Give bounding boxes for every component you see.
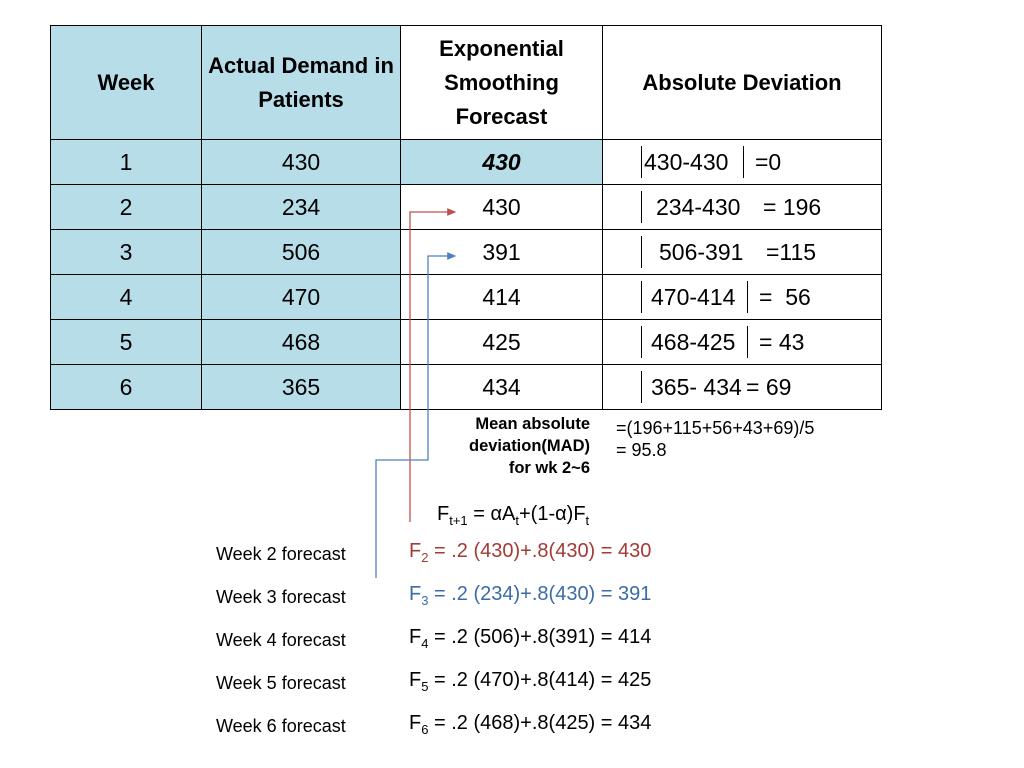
cell-forecast: 391 (401, 230, 603, 275)
deviation-expression: 506-391 (659, 239, 744, 265)
mad-result: = 95.8 (616, 440, 667, 460)
cell-forecast: 425 (401, 320, 603, 365)
week-forecast-label: Week 6 forecast (216, 716, 346, 736)
cell-actual: 506 (202, 230, 401, 275)
deviation-expression: 365- 434 (651, 374, 742, 400)
cell-forecast: 430 (401, 140, 603, 185)
week2-arrow (410, 212, 455, 522)
week-forecast-label: Week 4 forecast (216, 630, 346, 650)
week-forecast-formula: $F_4 = .2$ (506)+.8(391) = 414 (409, 626, 652, 651)
cell-forecast: 414 (401, 275, 603, 320)
deviation-expression: 430-430 (644, 149, 729, 175)
week-forecast-formula: $F_5 = .2$ (470)+.8(414) = 425 (409, 669, 652, 694)
week-forecast-formula: $F_3 = .2$ (234)+.8(430) = 391 (409, 583, 652, 608)
cell-actual: 430 (202, 140, 401, 185)
cell-actual: 468 (202, 320, 401, 365)
mad-calculation: =(196+115+56+43+69)/5 (616, 418, 815, 438)
cell-week: 5 (51, 320, 202, 365)
smoothing-formula: $F_{t+1} = \alpha A_t+(1-\alpha)F_t$ (437, 503, 590, 528)
mad-label-line: Mean absolute (475, 415, 590, 433)
deviation-result: = 69 (746, 374, 792, 400)
week-forecast-formula: $F_2 = .2$ (430)+.8(430) = 430 (409, 540, 652, 565)
week-forecast-label: Week 5 forecast (216, 673, 346, 693)
header-forecast: Exponential Smoothing Forecast (401, 26, 603, 140)
cell-week: 2 (51, 185, 202, 230)
deviation-result: = 56 (759, 284, 811, 310)
cell-forecast: 434 (401, 365, 603, 410)
mad-label-line: deviation(MAD) (469, 437, 590, 455)
deviation-expression: 470-414 (651, 284, 736, 310)
mad-label-line: for wk 2~6 (508, 459, 590, 477)
deviation-expression: 468-425 (651, 329, 736, 355)
header-deviation: Absolute Deviation (603, 26, 882, 140)
deviation-result: =0 (755, 149, 782, 175)
week3-arrow (376, 256, 455, 578)
cell-week: 3 (51, 230, 202, 275)
deviation-result: = 196 (763, 194, 822, 220)
header-week: Week (51, 26, 202, 140)
week-forecast-label: Week 2 forecast (216, 544, 346, 564)
deviation-result: = 43 (759, 329, 805, 355)
header-actual-demand: Actual Demand in Patients (202, 26, 401, 140)
cell-forecast: 430 (401, 185, 603, 230)
deviation-result: =115 (766, 239, 817, 265)
week-forecast-formula: $F_6 = .2$ (468)+.8(425) = 434 (409, 712, 652, 737)
week-forecast-label: Week 3 forecast (216, 587, 346, 607)
deviation-expression: 234-430 (656, 194, 741, 220)
cell-actual: 365 (202, 365, 401, 410)
cell-actual: 234 (202, 185, 401, 230)
cell-week: 6 (51, 365, 202, 410)
cell-actual: 470 (202, 275, 401, 320)
cell-week: 4 (51, 275, 202, 320)
cell-week: 1 (51, 140, 202, 185)
